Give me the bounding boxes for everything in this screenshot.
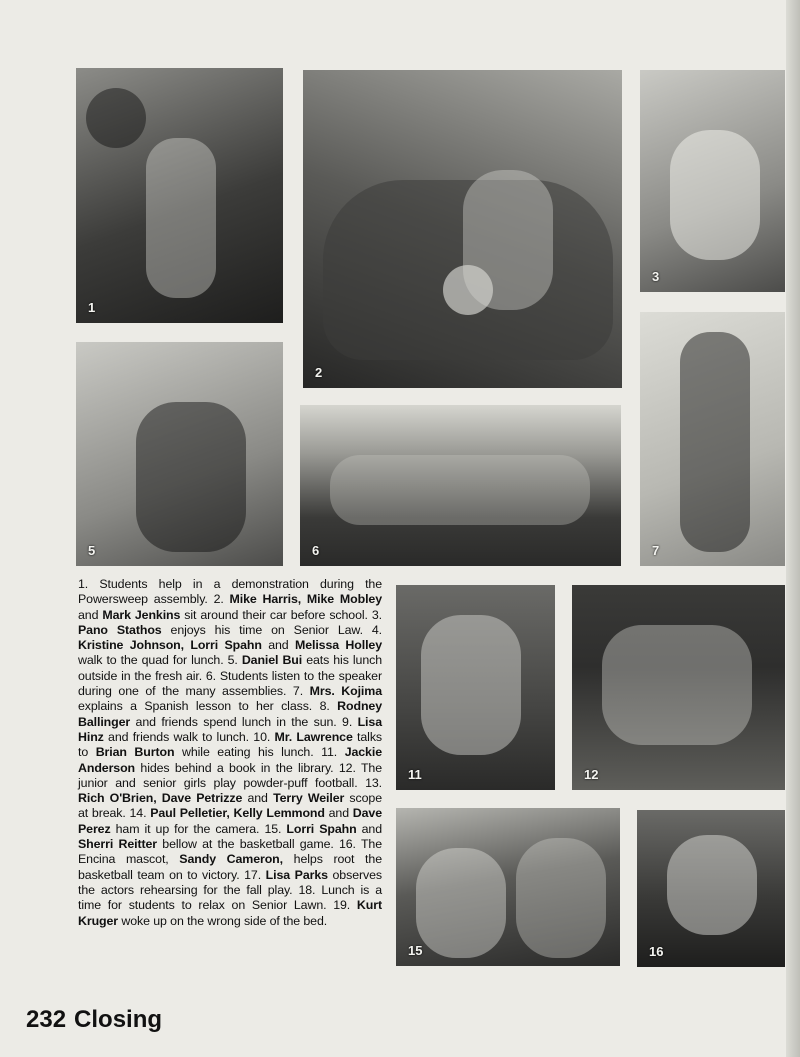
caption-text: while eating his lunch. 11. bbox=[174, 745, 345, 760]
photo-1 bbox=[76, 68, 283, 323]
photo-number: 12 bbox=[584, 767, 599, 782]
caption-text: and bbox=[242, 791, 274, 806]
photo-6 bbox=[300, 405, 621, 566]
caption-name: Mark Jenkins bbox=[102, 607, 181, 622]
caption-name: Mike Harris, Mike Mobley bbox=[229, 592, 382, 607]
photo-number: 2 bbox=[315, 365, 323, 380]
caption-name: Kurt Kruger bbox=[78, 898, 382, 928]
photo-number: 11 bbox=[408, 767, 422, 782]
caption-name: Rich O'Brien, Dave Petrizze bbox=[78, 791, 243, 806]
photo-15 bbox=[396, 808, 620, 966]
page-footer bbox=[26, 1006, 162, 1034]
caption-name: Dave Perez bbox=[78, 806, 382, 836]
photo-number: 6 bbox=[312, 543, 320, 558]
caption-text: enjoys his time on Senior Law. 4. bbox=[161, 622, 382, 637]
caption-name: Kristine Johnson, Lorri Spahn bbox=[78, 638, 262, 653]
page-edge bbox=[786, 0, 800, 1057]
caption-text: scope at break. 14. bbox=[78, 791, 382, 821]
caption-name: Sandy Cameron, bbox=[179, 852, 283, 867]
caption-text: walk to the quad for lunch. 5. bbox=[78, 653, 242, 668]
caption-text: and bbox=[78, 607, 103, 622]
caption-name: Lisa Hinz bbox=[78, 714, 382, 744]
caption-text: woke up on the wrong side of the bed. bbox=[118, 913, 328, 928]
photo-5 bbox=[76, 342, 283, 566]
photo-number: 16 bbox=[649, 944, 664, 959]
photo-number: 7 bbox=[652, 543, 660, 558]
photo-3 bbox=[640, 70, 785, 292]
caption-name: Daniel Bui bbox=[241, 653, 303, 668]
photo-number: 5 bbox=[88, 543, 96, 558]
caption-name: Sherri Reitter bbox=[78, 837, 158, 852]
caption-text: helps root the basketball team on to victory. 17. bbox=[78, 852, 382, 882]
caption-name: Terry Weiler bbox=[273, 791, 345, 806]
photo-number: 3 bbox=[652, 269, 660, 284]
caption-text: observes the actors rehearsing for the fall play. 18. Lunch is a time for students to relax on Senior Lawn. 19. bbox=[78, 867, 382, 913]
section-title: Closing bbox=[74, 1006, 163, 1033]
page-number: 232 bbox=[26, 1006, 67, 1033]
caption-text: eats his lunch outside in the fresh air. 6. Students listen to the speaker during one of the many assemblies. 7. bbox=[78, 653, 382, 699]
photo-number: 1 bbox=[88, 300, 96, 315]
photo-2 bbox=[303, 70, 622, 388]
caption-name: Melissa Holley bbox=[294, 638, 383, 653]
caption-text: sit around their car before school. 3. bbox=[180, 607, 382, 622]
caption-name: Paul Pelletier, Kelly Lemmond bbox=[150, 806, 325, 821]
caption-text: and bbox=[261, 638, 295, 653]
caption-name: Lisa Parks bbox=[265, 867, 328, 882]
caption-text: ham it up for the camera. 15. bbox=[110, 821, 287, 836]
caption-text: and bbox=[324, 806, 353, 821]
caption-name: Brian Burton bbox=[95, 745, 175, 760]
photo-16 bbox=[637, 810, 785, 967]
photo-12 bbox=[572, 585, 785, 790]
photo-number: 15 bbox=[408, 943, 423, 958]
caption-text: hides behind a book in the library. 12. The junior and senior girls play powder-puff football. 13. bbox=[78, 760, 382, 790]
caption-text: and friends walk to lunch. 10. bbox=[103, 729, 275, 744]
caption-name: Mrs. Kojima bbox=[309, 684, 382, 699]
caption-name: Mr. Lawrence bbox=[274, 729, 353, 744]
photo-11 bbox=[396, 585, 555, 790]
caption-text: 1. Students help in a demonstration during the Powersweep assembly. 2. bbox=[78, 577, 382, 607]
caption-name: Jackie Anderson bbox=[78, 745, 382, 775]
caption-name: Pano Stathos bbox=[78, 622, 162, 637]
caption-text: explains a Spanish lesson to her class. 8. bbox=[78, 699, 338, 714]
caption-text: and friends spend lunch in the sun. 9. bbox=[130, 714, 358, 729]
caption-text: and bbox=[356, 821, 382, 836]
caption-name: Rodney Ballinger bbox=[78, 699, 382, 729]
caption-text: bellow at the basketball game. 16. The Encina mascot, bbox=[78, 837, 382, 867]
photo-7 bbox=[640, 312, 785, 566]
photo-captions bbox=[78, 577, 382, 929]
caption-text: talks to bbox=[78, 729, 383, 760]
caption-name: Lorri Spahn bbox=[286, 821, 357, 836]
